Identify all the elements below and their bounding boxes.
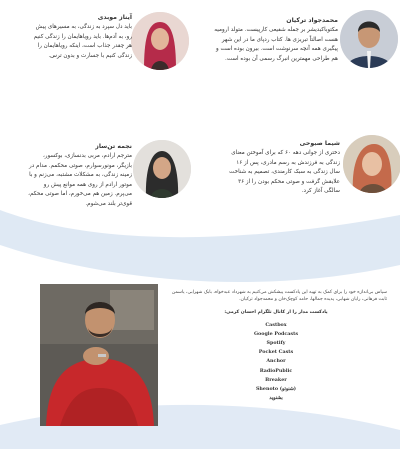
profile-3 bbox=[224, 140, 340, 197]
avatar-profile-4 bbox=[133, 140, 191, 198]
profile-name: شیما صبوحی bbox=[299, 140, 340, 147]
sponsor-text: سپاس بی‌اندازه خود را برای کمک به تهیه این پادکست پیشکش می‌کنیم به شهرداد عبدخواه، بابک شهرابی، یاسمن ثابت فرهانی، رایان شهابی، پدیده جمالها، حامد کوچک‌خان و محمدجواد ترکیان. bbox=[171, 290, 387, 303]
avatar-profile-2 bbox=[131, 12, 189, 70]
profile-4 bbox=[28, 143, 132, 210]
platforms-intro: پادکست مدار را از کانال تلگرام احسان کرمی: bbox=[224, 310, 328, 316]
platform-item: Google Podcasts bbox=[253, 330, 299, 337]
profile-name: آیناز موبدی bbox=[97, 14, 132, 21]
profile-bio: دختری از جوانی دهه ۶۰ که برای آموختن معنای زندگی به فرزندش به رسم مادری، پس از ۱۶ سال زندگی به سبک کارمندی، تصمیم به شناخت علایقش گرفت و صوتی محکم بودن را از ۳۶ سالگی آغاز کرد. bbox=[229, 150, 340, 195]
profile-name: محمدجواد ترکیان bbox=[286, 17, 338, 24]
host-photo bbox=[40, 284, 158, 426]
platform-item: Castbox bbox=[265, 321, 287, 328]
platform-item: Pocket Casts bbox=[258, 349, 294, 356]
avatar-profile-3 bbox=[343, 135, 400, 193]
platform-item: Anchor bbox=[266, 358, 286, 365]
platform-item: Breaker bbox=[265, 376, 287, 383]
profile-bio: مترجم ارادم، مربی بدنسازی، بوکسور، بازیگر، مونورسوارم، صوتی محکمم. مدام در زمینه زندگی، به مشکلات مشتبه، می‌زنم و با موتور ارادم از روی همه موانع پیش رو می‌پرم. زمین هم می‌خورم، اما صوتی محکم، قوی‌تر بلند می‌شوم. bbox=[28, 153, 132, 207]
platform-item: (شنوتو) Shenoto bbox=[255, 386, 297, 393]
profile-bio: مکتوباکبدیشر بر جمله شفیعی کارپیست. متولد ارومیه هست اصالتاً تبریزی ها. کتاب ردپای ما در این شهر پیگیری همه آنچه سرنوشت است. بیرون بوده است و هم طراحی مهمترین انبرگ رسمی آن بوده است. bbox=[214, 27, 338, 62]
profile-1 bbox=[214, 17, 338, 64]
profile-2 bbox=[28, 14, 132, 61]
platform-list bbox=[165, 321, 387, 404]
platform-item: بشنوید bbox=[269, 395, 283, 402]
platform-item: RadioPublic bbox=[259, 367, 293, 374]
avatar-profile-1 bbox=[340, 10, 398, 68]
platform-item: Spotify bbox=[266, 340, 286, 347]
sponsor-section bbox=[165, 289, 387, 403]
profile-bio: باید دل سپرد به زندگی، به مسیرهای پیش رو، به آدم‌ها. باید رویاهایمان را زندگی کنیم هر چقدر جذاب است، اینکه رویاهایمان را زندگی کنیم با جسارت و بدون ترس. bbox=[33, 24, 132, 59]
profile-name: نجمه تن‌ساز bbox=[95, 143, 132, 150]
